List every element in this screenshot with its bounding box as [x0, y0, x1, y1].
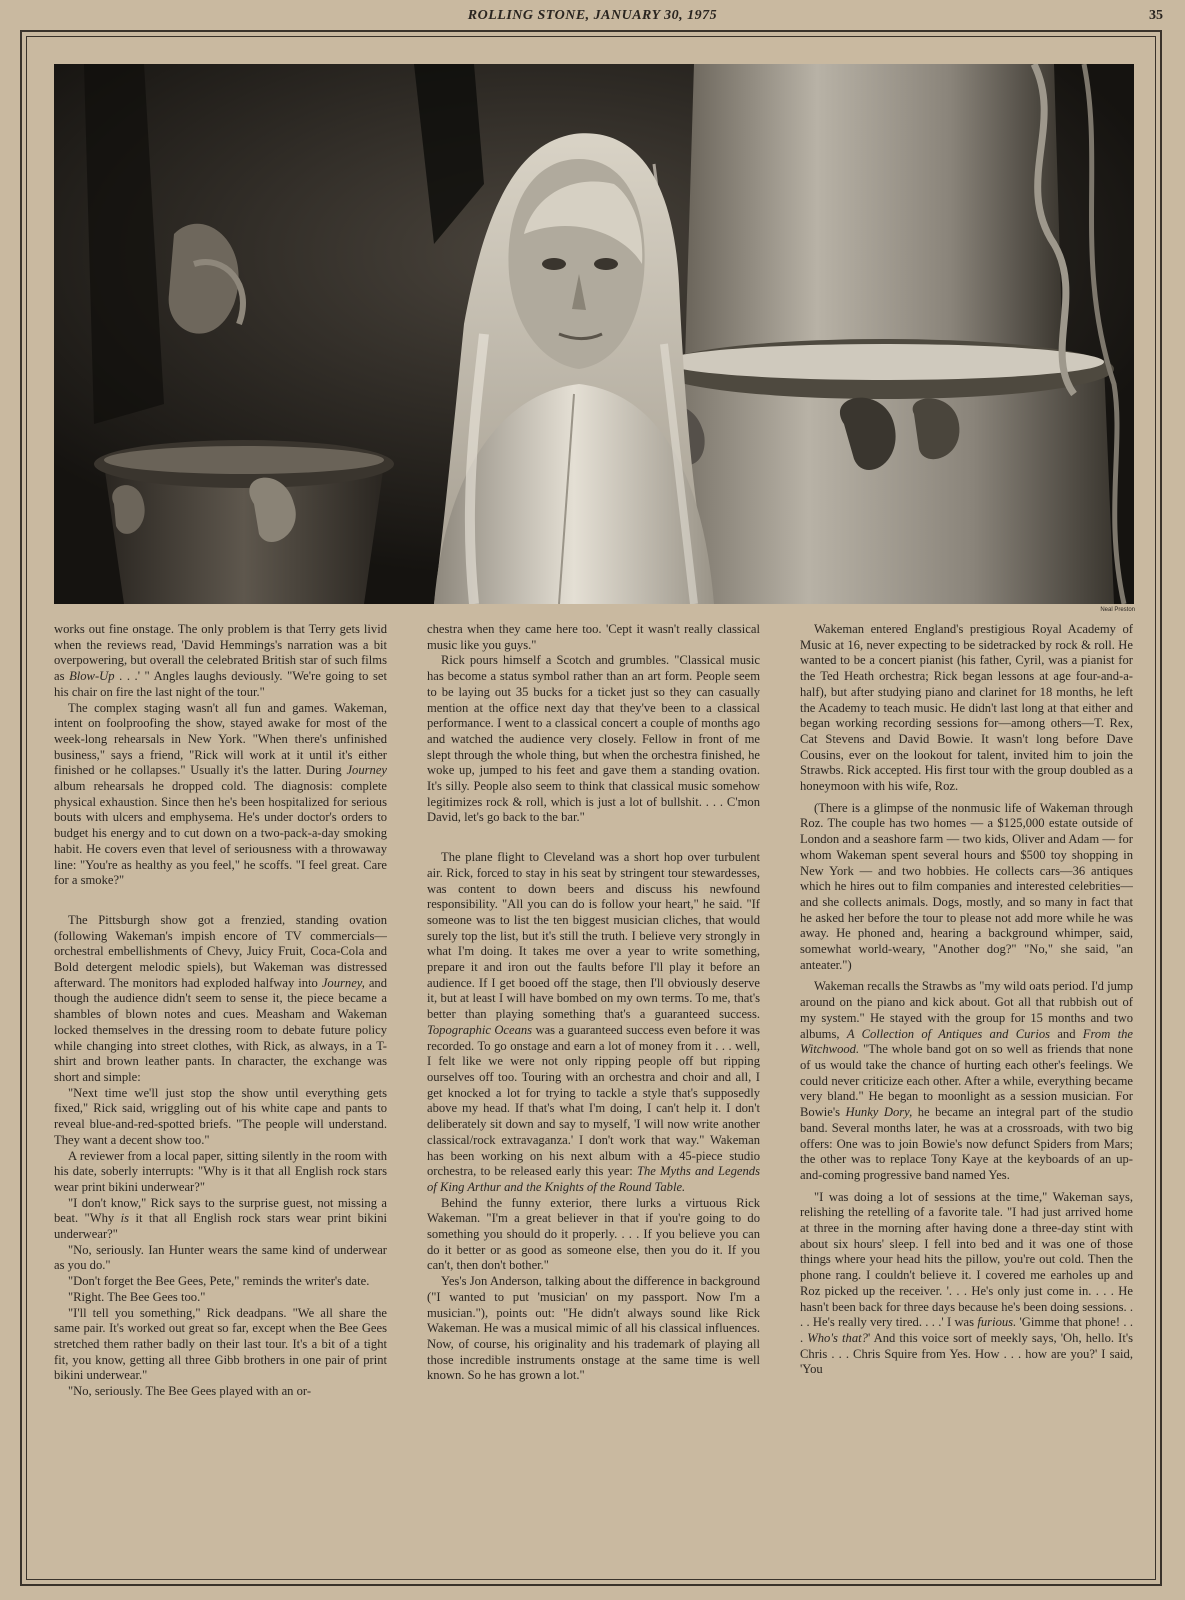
paragraph: (There is a glimpse of the nonmusic life of Wakeman through Roz. The couple has two homes — a $125,000 estate outside of London and a seashore farm — two kids, Oliver and Adam — for whom Wakeman spent several hours and $500 toy shopping in New York — and two hobbies. He collects cars—36 antiques which he hires out to film companies and interested celebrities—and she collects animals. Dogs, mostly, and so many in fact that he asked her before the tour to please not add more while he was away. He phoned and, hearing a background whimper, said, somewhat world-weary, "Another dog?" "No," she said, "an anteater."): [800, 800, 1133, 972]
paragraph: "I was doing a lot of sessions at the time," Wakeman says, relishing the retelling of a favorite tale. "I had just arrived home at three in the morning after having done a three-day stint with about six hours' sleep. I fell into bed and it was one of those things where your head hits the pillow, you're out cold. Then the phone rang. I couldn't believe it. I covered me earholes up and Roz picked up the receiver. '. . . He's only just come in. . . . He hasn't been back for three days because he's been doing sessions. . . . He's really very tired. . . .' I was furious. 'Gimme that phone! . . . Who's that?' And this voice sort of meekly says, 'Oh, hello. It's Chris . . . Chris Squire from Yes. How . . . how are you?' I said, 'You: [800, 1189, 1133, 1377]
section-break: [427, 826, 760, 850]
paragraph: Behind the funny exterior, there lurks a virtuous Rick Wakeman. "I'm a great believer in that if you're going to do something you should do it properly. . . . If you believe you can do it better or as good as someone else, then you do it. If you can't, then don't bother.": [427, 1195, 760, 1273]
section-break: [54, 889, 387, 913]
paragraph: Yes's Jon Anderson, talking about the difference in background ("I wanted to put 'musician' on my passport. Now I'm a musician."), points out: "He didn't always sound like Rick Wakeman. He was a musical mimic of all his classical influences. Now, of course, his originality and his trademark of playing all those incredible instruments onstage at the same time is well known. So he has grown a lot.": [427, 1274, 760, 1383]
paragraph: "Right. The Bee Gees too.": [68, 1289, 206, 1304]
portrait-photo-art: [54, 64, 1134, 604]
article-column-1: [54, 622, 387, 1577]
article-column-2: [427, 622, 760, 1577]
running-head: [0, 8, 1185, 30]
paragraph: "Don't forget the Bee Gees, Pete," reminds the writer's date.: [68, 1274, 370, 1289]
paragraph: "I don't know," Rick says to the surprise guest, not missing a beat. "Why is it that all English rock stars wear print bikini underwear?": [54, 1195, 387, 1242]
paragraph: works out fine onstage. The only problem is that Terry gets livid when the reviews read, 'David Hemmings's narration was a bit overpowering, but overall the celebrated British star of such films as Blow-Up . . .' " Angles laughs deviously. "We're going to set his chair on fire the last night of the tour.": [54, 622, 387, 699]
paragraph: Wakeman recalls the Strawbs as "my wild oats period. I'd jump around on the piano and kick about. Got all that rubbish out of my system." He stayed with the group for 15 months and two albums, A Collection of Antiques and Curios and From the Witchwood. "The whole band got on so well as friends that none of us would take the chance of hurting each other's feelings. We could never criticize each other. After a while, everything became very bland." He began to moonlight as a session musician. For Bowie's Hunky Dory, he became an integral part of the studio band. Several months later, he was at a crossroads, with two big offers: One was to join Bowie's now defunct Spiders from Mars; the other was to replace Tony Kaye at the keyboards of an up-and-coming progressive band named Yes.: [800, 979, 1133, 1182]
paragraph: "I'll tell you something," Rick deadpans. "We all share the same pair. It's worked out great so far, except when the Bee Gees stretched them rather badly on their last tour. It's a bit of a tight fit, you know, getting all three Gibb brothers in one pair of print bikini underwear.": [54, 1305, 387, 1383]
paragraph: chestra when they came here too. 'Cept it wasn't really classical music like you guys.": [427, 622, 760, 652]
paragraph: Rick pours himself a Scotch and grumbles. "Classical music has become a status symbol rather than an art form. People seem to be laying out 35 bucks for a ticket just so they can casually mention at the office next day that they've been to a classical performance. I went to a classical concert a couple of months ago and watched the audience very closely. Fellow in front of me slept through the whole thing, but when the orchestra finished, he woke up, jumped to his feet and gave them a standing ovation. It's silly. People also seem to think that classical music somehow legitimizes rock & roll, which is just a lot of bullshit. . . . C'mon David, let's go back to the bar.": [427, 653, 760, 825]
portrait-photo: [54, 64, 1134, 604]
paragraph: The plane flight to Cleveland was a short hop over turbulent air. Rick, forced to stay in his seat by stringent tour stewardesses, was content to down beers and discuss his newfound responsibility. "All you can do is follow your heart," he said. "If someone was to list the ten biggest musician cliches, that would surely top the list, but it's still the truth. I believe very strongly in what I'm doing. It takes me over a year to write something, prepare it and iron out the faults before I'll play it before an audience. If I get booed off the stage, then I'll obviously deserve it, but at least I will have bombed on my own terms. To me, that's better than playing something that's a guaranteed success. Topographic Oceans was a guaranteed success even before it was recorded. To go onstage and earn a lot of money from it . . . well, I felt like we were not only ripping people off but ripping ourselves off too. Touring with an orchestra and choir and all, I get knocked a lot for trying to tackle a style that's supposedly above my head. If that's what I'm doing, I can't help it. I don't deliberately sit down and say to myself, 'I will now write another classical/rock extravaganza.' I don't work that way." Wakeman has been working on his next album with a 45-piece studio orchestra, to be released early this year: The Myths and Legends of King Arthur and the Knights of the Round Table.: [427, 850, 760, 1194]
paragraph: The complex staging wasn't all fun and games. Wakeman, intent on foolproofing the show, stayed awake for most of the week-long rehearsals in New York. "When there's unfinished business," says a friend, "Rick will work at it until it's either finished or he collapses." Usually it's the latter. During Journey album rehearsals he dropped cold. The diagnosis: complete physical exhaustion. Since then he's been hospitalized for serious bouts with ulcers and emphysema. He's under doctor's orders to budget his energy and to cut down on a two-pack-a-day smoking habit. He covers even that level of seriousness with a throwaway line: "You're as healthy as you feel," he scoffs. "I feel great. Care for a smoke?": [54, 700, 387, 888]
paragraph: "No, seriously. Ian Hunter wears the same kind of underwear as you do.": [54, 1242, 387, 1273]
page-number: 35: [1149, 8, 1163, 23]
photo-credit: Neal Preston: [1100, 607, 1135, 613]
masthead: ROLLING STONE, JANUARY 30, 1975: [467, 8, 718, 23]
article-column-3: [800, 622, 1133, 1577]
paragraph: "No, seriously. The Bee Gees played with an or-: [68, 1384, 312, 1399]
paragraph: "Next time we'll just stop the show until everything gets fixed," Rick said, wriggling out of his white cape and pants to reveal blue-and-red-spotted briefs. "The people will understand. They want a decent show too.": [54, 1085, 387, 1147]
paragraph: A reviewer from a local paper, sitting silently in the room with his date, soberly interrupts: "Why is it that all English rock stars wear print bikini underwear?": [54, 1148, 387, 1194]
paragraph: Wakeman entered England's prestigious Royal Academy of Music at 16, never expecting to be sidetracked by rock & roll. He wanted to be a concert pianist (his father, Cyril, was a pianist for the Ted Heath orchestra; Rick began lessons at age four-and-a-half), but after studying piano and clarinet for 18 months, he left the Academy to teach music. He didn't last long at that either and began working recording sessions for—among others—T. Rex, Cat Stevens and David Bowie. It wasn't long before Dave Cousins, ever on the lookout for talent, invited him to join the Strawbs. Rick accepted. His first tour with the group doubled as a honeymoon with his wife, Roz.: [800, 622, 1133, 794]
paragraph: The Pittsburgh show got a frenzied, standing ovation (following Wakeman's impish encore of TV commercials—orchestral embellishments of Chevy, Juicy Fruit, Coca-Cola and Bold detergent melodic spiels), but Wakeman was distressed afterward. The monitors had exploded halfway into Journey, and though the audience didn't seem to sense it, the piece became a shambles of blown notes and cues. Measham and Wakeman locked themselves in the dressing room to debate future policy while changing into street clothes, with Rick, as always, in a T-shirt and brown leather pants. In character, the exchange was short and simple:: [54, 912, 387, 1084]
